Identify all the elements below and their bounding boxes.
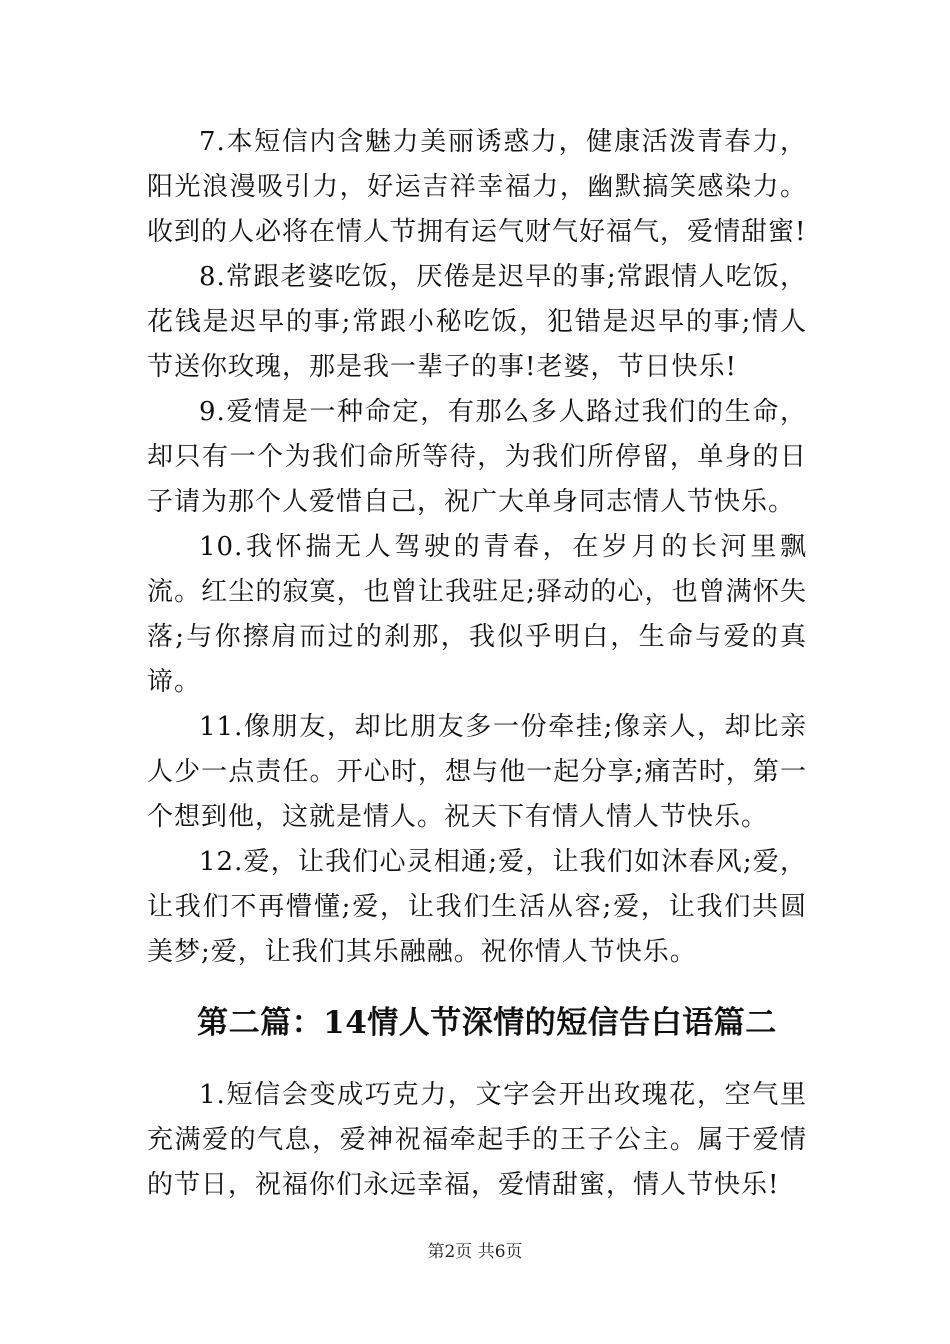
document-body: [147, 120, 807, 1208]
paragraph-12: 12.爱，让我们心灵相通;爱，让我们如沐春风;爱，让我们不再懵懂;爱，让我们生活从容;爱，让我们共圆美梦;爱，让我们其乐融融。祝你情人节快乐。: [147, 847, 807, 967]
page-footer: 第2页 共6页: [427, 1242, 523, 1262]
paragraph-part2-1: 1.短信会变成巧克力，文字会开出玫瑰花，空气里充满爱的气息，爱神祝福牵起手的王子公主。属于爱情的节日，祝福你们永远幸福，爱情甜蜜，情人节快乐!: [147, 1080, 807, 1200]
paragraph-9: 9.爱情是一种命定，有那么多人路过我们的生命，却只有一个为我们命所等待，为我们所停留，单身的日子请为那个人爱惜自己，祝广大单身同志情人节快乐。: [147, 397, 807, 517]
section-heading: 第二篇：14情人节深情的短信告白语篇二: [197, 1005, 777, 1041]
paragraph-10: 10.我怀揣无人驾驶的青春，在岁月的长河里飘流。红尘的寂寞，也曾让我驻足;驿动的心，也曾满怀失落;与你擦肩而过的刹那，我似乎明白，生命与爱的真谛。: [147, 532, 807, 697]
paragraph-11: 11.像朋友，却比朋友多一份牵挂;像亲人，却比亲人少一点责任。开心时，想与他一起分享;痛苦时，第一个想到他，这就是情人。祝天下有情人情人节快乐。: [147, 712, 807, 832]
paragraph-7: 7.本短信内含魅力美丽诱惑力，健康活泼青春力，阳光浪漫吸引力，好运吉祥幸福力，幽默搞笑感染力。收到的人必将在情人节拥有运气财气好福气，爱情甜蜜!: [147, 127, 807, 247]
paragraph-8: 8.常跟老婆吃饭，厌倦是迟早的事;常跟情人吃饭，花钱是迟早的事;常跟小秘吃饭，犯错是迟早的事;情人节送你玫瑰，那是我一辈子的事!老婆，节日快乐!: [147, 262, 807, 382]
